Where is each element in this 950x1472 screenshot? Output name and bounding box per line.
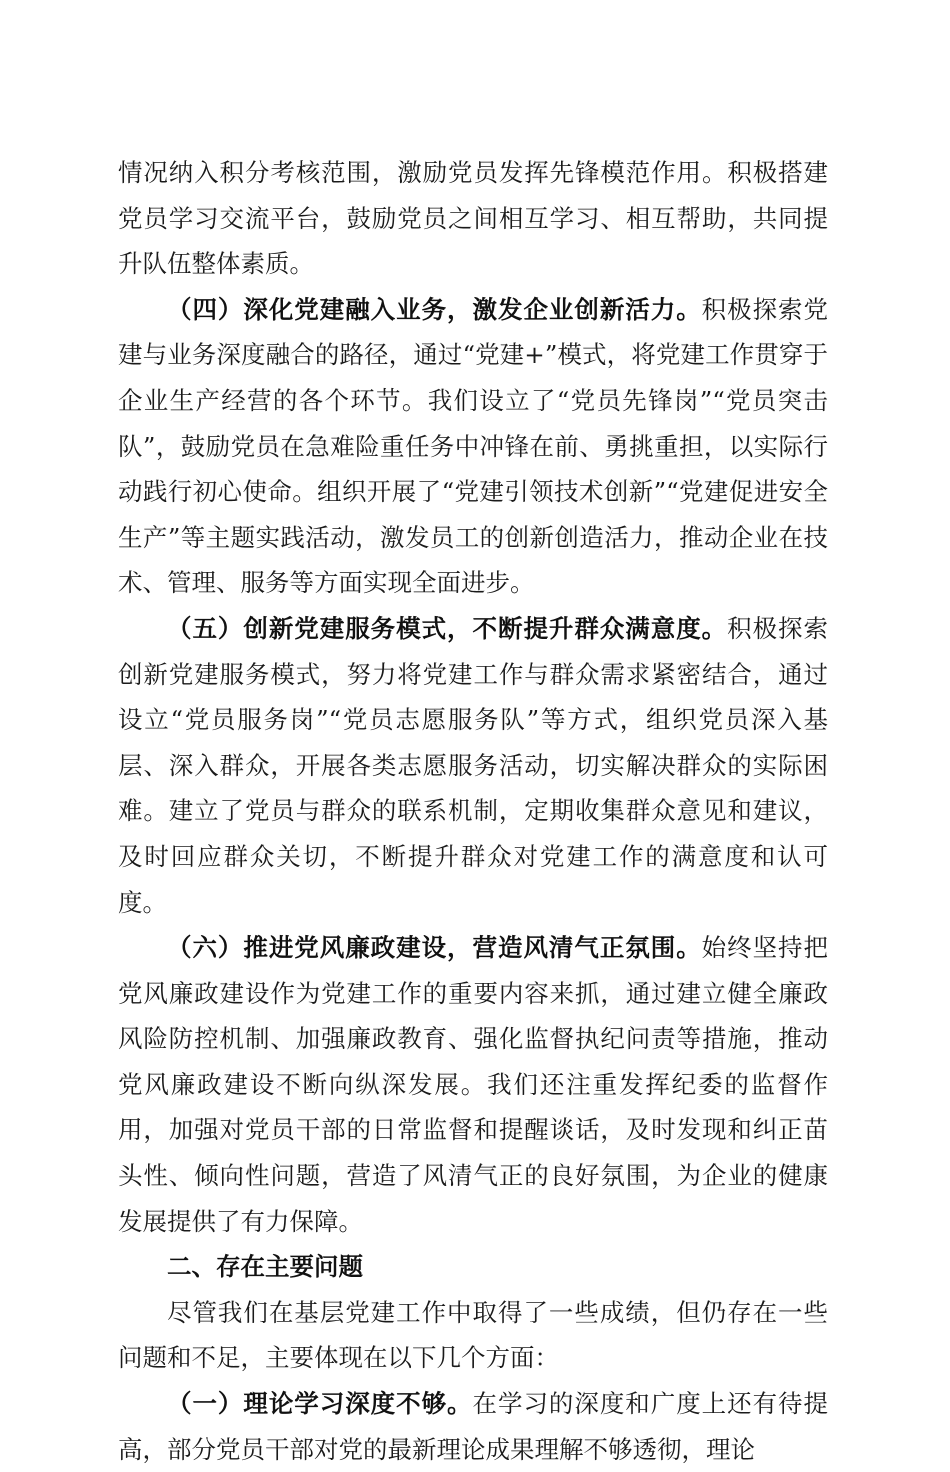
- problem-1-body: 在学习的深度和广度上还有待提高，部分党员干部对党的最新理论成果理解不够透彻，理论: [118, 1389, 829, 1464]
- section-4-body: 积极探索党建与业务深度融合的路径，通过“党建+”模式，将党建工作贯穿于企业生产经营的各个环节。我们设立了“党员先锋岗”“党员突击队”，鼓励党员在急难险重任务中冲锋在前、勇挑重担，以实际行动践行初心使命。组织开展了“党建引领技术创新”“党建促进安全生产”等主题实践活动，激发员工的创新创造活力，推动企业在技术、管理、服务等方面实现全面进步。: [118, 294, 829, 598]
- section-5-title: （五）创新党建服务模式，不断提升群众满意度。: [167, 613, 728, 643]
- problem-1-title: （一）理论学习深度不够。: [167, 1389, 473, 1419]
- section-4-title: （四）深化党建融入业务，激发企业创新活力。: [167, 294, 702, 324]
- heading-existing-problems: 二、存在主要问题: [167, 1252, 363, 1282]
- paragraph-problem-1: [118, 1381, 828, 1472]
- section-6-title: （六）推进党风廉政建设，营造风清气正氛围。: [167, 933, 702, 963]
- section-5-body: 积极探索创新党建服务模式，努力将党建工作与群众需求紧密结合，通过设立“党员服务岗”“党员志愿服务队”等方式，组织党员深入基层、深入群众，开展各类志愿服务活动，切实解决群众的实际困难。建立了党员与群众的联系机制，定期收集群众意见和建议，及时回应群众关切，不断提升群众对党建工作的满意度和认可度。: [118, 613, 829, 917]
- paragraph-continuation: 情况纳入积分考核范围，激励党员发挥先锋模范作用。积极搭建党员学习交流平台，鼓励党员之间相互学习、相互帮助，共同提升队伍整体素质。: [118, 158, 828, 279]
- paragraph-section-5: [118, 606, 828, 925]
- document-body: [118, 150, 828, 1472]
- paragraph-section-4: [118, 287, 828, 606]
- paragraph-problems-intro: 尽管我们在基层党建工作中取得了一些成绩，但仍存在一些问题和不足，主要体现在以下几个方面：: [118, 1297, 828, 1373]
- paragraph-section-6: [118, 925, 828, 1244]
- section-6-body: 始终坚持把党风廉政建设作为党建工作的重要内容来抓，通过建立健全廉政风险防控机制、加强廉政教育、强化监督执纪问责等措施，推动党风廉政建设不断向纵深发展。我们还注重发挥纪委的监督作用，加强对党员干部的日常监督和提醒谈话，及时发现和纠正苗头性、倾向性问题，营造了风清气正的良好氛围，为企业的健康发展提供了有力保障。: [118, 933, 829, 1236]
